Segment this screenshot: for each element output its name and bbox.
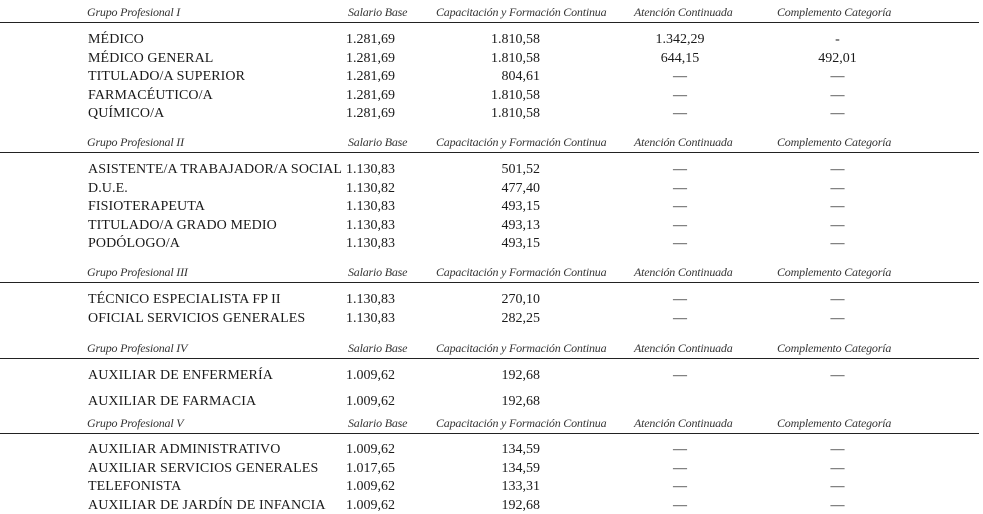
salario-value: 1.130,83: [346, 199, 395, 214]
salario-value: 1.130,83: [346, 162, 395, 177]
table-row: [0, 366, 983, 392]
col-header-capacitacion: Capacitación y Formación Continua: [436, 341, 607, 355]
group-title: Grupo Profesional IV: [87, 341, 188, 355]
complemento-value: —: [830, 199, 845, 214]
atencion-value: —: [673, 292, 687, 307]
category-name: TITULADO/A GRADO MEDIO: [88, 217, 277, 233]
group-section-4: [0, 336, 983, 411]
capacitacion-value: 1.810,58: [491, 50, 540, 66]
col-header-salario-base: Salario Base: [348, 341, 408, 355]
group-header: [0, 260, 979, 283]
complemento-value: —: [830, 106, 845, 121]
group-header: [0, 336, 979, 359]
group-title: Grupo Profesional I: [87, 5, 181, 19]
group-section-2: [0, 130, 983, 253]
category-name: MÉDICO GENERAL: [88, 50, 214, 66]
group-section-1: [0, 0, 983, 123]
capacitacion-value: 1.810,58: [491, 106, 540, 121]
atencion-value: —: [673, 479, 687, 494]
salario-value: 1.281,69: [346, 32, 395, 47]
group-header: [0, 130, 979, 153]
salario-value: 1.017,65: [346, 460, 395, 476]
atencion-value: —: [673, 87, 687, 103]
table-row: [0, 86, 983, 105]
atencion-value: —: [673, 236, 687, 251]
col-header-salario-base: Salario Base: [348, 416, 408, 430]
capacitacion-value: 192,68: [501, 497, 540, 513]
col-header-salario-base: Salario Base: [348, 5, 408, 19]
atencion-value: —: [673, 217, 687, 233]
table-row: [0, 160, 983, 179]
complemento-value: —: [830, 368, 845, 383]
atencion-value: 1.342,29: [655, 32, 705, 47]
category-name: ASISTENTE/A TRABAJADOR/A SOCIAL: [88, 162, 343, 177]
group-header: [0, 0, 979, 23]
category-name: MÉDICO: [88, 32, 144, 47]
complemento-value: —: [830, 310, 845, 326]
category-name: AUXILIAR SERVICIOS GENERALES: [88, 460, 319, 476]
group-title: Grupo Profesional V: [87, 416, 184, 430]
salario-value: 1.130,83: [346, 292, 395, 307]
atencion-value: —: [673, 199, 687, 214]
capacitacion-value: 501,52: [501, 162, 540, 177]
table-row: [0, 67, 983, 86]
complemento-value: 492,01: [818, 50, 857, 66]
capacitacion-value: 270,10: [501, 292, 540, 307]
complemento-value: —: [830, 162, 845, 177]
complemento-value: —: [830, 236, 845, 251]
salario-value: 1.009,62: [346, 497, 395, 513]
salario-value: 1.130,83: [346, 310, 395, 326]
capacitacion-value: 493,15: [501, 236, 540, 251]
table-row: [0, 234, 983, 253]
salario-value: 1.009,62: [346, 394, 395, 409]
atencion-value: —: [673, 106, 687, 121]
salario-value: 1.281,69: [346, 69, 395, 84]
category-name: FARMACÉUTICO/A: [88, 87, 213, 103]
table-row: [0, 309, 983, 328]
complemento-value: —: [830, 180, 845, 196]
capacitacion-value: 493,13: [501, 217, 540, 233]
table-row: [0, 197, 983, 216]
col-header-atencion: Atención Continuada: [634, 135, 733, 149]
atencion-value: —: [673, 69, 687, 84]
category-name: PODÓLOGO/A: [88, 236, 180, 251]
col-header-atencion: Atención Continuada: [634, 265, 733, 279]
table-row: [0, 49, 983, 68]
atencion-value: —: [673, 497, 687, 513]
table-row: [0, 179, 983, 198]
category-name: TITULADO/A SUPERIOR: [88, 69, 246, 84]
table-row: [0, 496, 983, 514]
atencion-value: 644,15: [660, 50, 700, 66]
col-header-atencion: Atención Continuada: [634, 341, 733, 355]
table-row: [0, 392, 983, 411]
col-header-atencion: Atención Continuada: [634, 5, 733, 19]
col-header-complemento: Complemento Categoría: [777, 416, 892, 430]
table-row: [0, 30, 983, 49]
atencion-value: —: [673, 460, 687, 476]
complemento-value: -: [835, 32, 840, 47]
capacitacion-value: 1.810,58: [491, 87, 540, 103]
salario-value: 1.130,83: [346, 217, 395, 233]
col-header-salario-base: Salario Base: [348, 265, 408, 279]
atencion-value: —: [673, 442, 687, 457]
category-name: TÉCNICO ESPECIALISTA FP II: [88, 292, 281, 307]
col-header-atencion: Atención Continuada: [634, 416, 733, 430]
capacitacion-value: 192,68: [501, 394, 540, 409]
table-row: [0, 477, 983, 496]
atencion-value: —: [673, 368, 687, 383]
col-header-salario-base: Salario Base: [348, 135, 408, 149]
category-name: FISIOTERAPEUTA: [88, 199, 205, 214]
category-name: AUXILIAR DE JARDÍN DE INFANCIA: [88, 497, 326, 513]
capacitacion-value: 282,25: [501, 310, 540, 326]
category-name: TELEFONISTA: [88, 479, 182, 494]
capacitacion-value: 134,59: [501, 442, 540, 457]
salario-value: 1.009,62: [346, 442, 395, 457]
complemento-value: —: [830, 497, 845, 513]
salario-value: 1.281,69: [346, 50, 395, 66]
table-row: [0, 290, 983, 309]
group-section-5: [0, 411, 983, 514]
complemento-value: —: [830, 442, 845, 457]
atencion-value: —: [673, 162, 687, 177]
col-header-capacitacion: Capacitación y Formación Continua: [436, 5, 607, 19]
complemento-value: —: [830, 87, 845, 103]
category-name: OFICIAL SERVICIOS GENERALES: [88, 310, 306, 326]
complemento-value: —: [830, 292, 845, 307]
col-header-complemento: Complemento Categoría: [777, 135, 892, 149]
salario-value: 1.009,62: [346, 479, 395, 494]
col-header-complemento: Complemento Categoría: [777, 5, 892, 19]
complemento-value: —: [830, 217, 845, 233]
col-header-capacitacion: Capacitación y Formación Continua: [436, 135, 607, 149]
salario-value: 1.130,82: [346, 180, 395, 196]
group-section-3: [0, 260, 983, 327]
table-row: [0, 104, 983, 123]
salario-value: 1.281,69: [346, 106, 395, 121]
category-name: AUXILIAR DE ENFERMERÍA: [88, 368, 273, 383]
capacitacion-value: 477,40: [501, 180, 540, 196]
complemento-value: —: [830, 69, 845, 84]
salario-value: 1.009,62: [346, 368, 395, 383]
category-name: QUÍMICO/A: [88, 106, 165, 121]
salario-value: 1.130,83: [346, 236, 395, 251]
capacitacion-value: 1.810,58: [491, 32, 540, 47]
capacitacion-value: 493,15: [501, 199, 540, 214]
category-name: AUXILIAR ADMINISTRATIVO: [88, 442, 281, 457]
table-row: [0, 459, 983, 478]
col-header-complemento: Complemento Categoría: [777, 341, 892, 355]
complemento-value: —: [830, 460, 845, 476]
capacitacion-value: 804,61: [501, 69, 540, 84]
col-header-capacitacion: Capacitación y Formación Continua: [436, 265, 607, 279]
category-name: AUXILIAR DE FARMACIA: [88, 394, 257, 409]
col-header-complemento: Complemento Categoría: [777, 265, 892, 279]
table-row: [0, 216, 983, 235]
atencion-value: —: [673, 180, 687, 196]
group-title: Grupo Profesional II: [87, 135, 184, 149]
group-title: Grupo Profesional III: [87, 265, 188, 279]
complemento-value: —: [830, 479, 845, 494]
category-name: D.U.E.: [88, 180, 128, 196]
capacitacion-value: 133,31: [501, 479, 540, 494]
group-header: [0, 411, 979, 434]
col-header-capacitacion: Capacitación y Formación Continua: [436, 416, 607, 430]
table-row: [0, 440, 983, 459]
salario-value: 1.281,69: [346, 87, 395, 103]
atencion-value: —: [673, 310, 687, 326]
capacitacion-value: 134,59: [501, 460, 540, 476]
capacitacion-value: 192,68: [501, 368, 540, 383]
